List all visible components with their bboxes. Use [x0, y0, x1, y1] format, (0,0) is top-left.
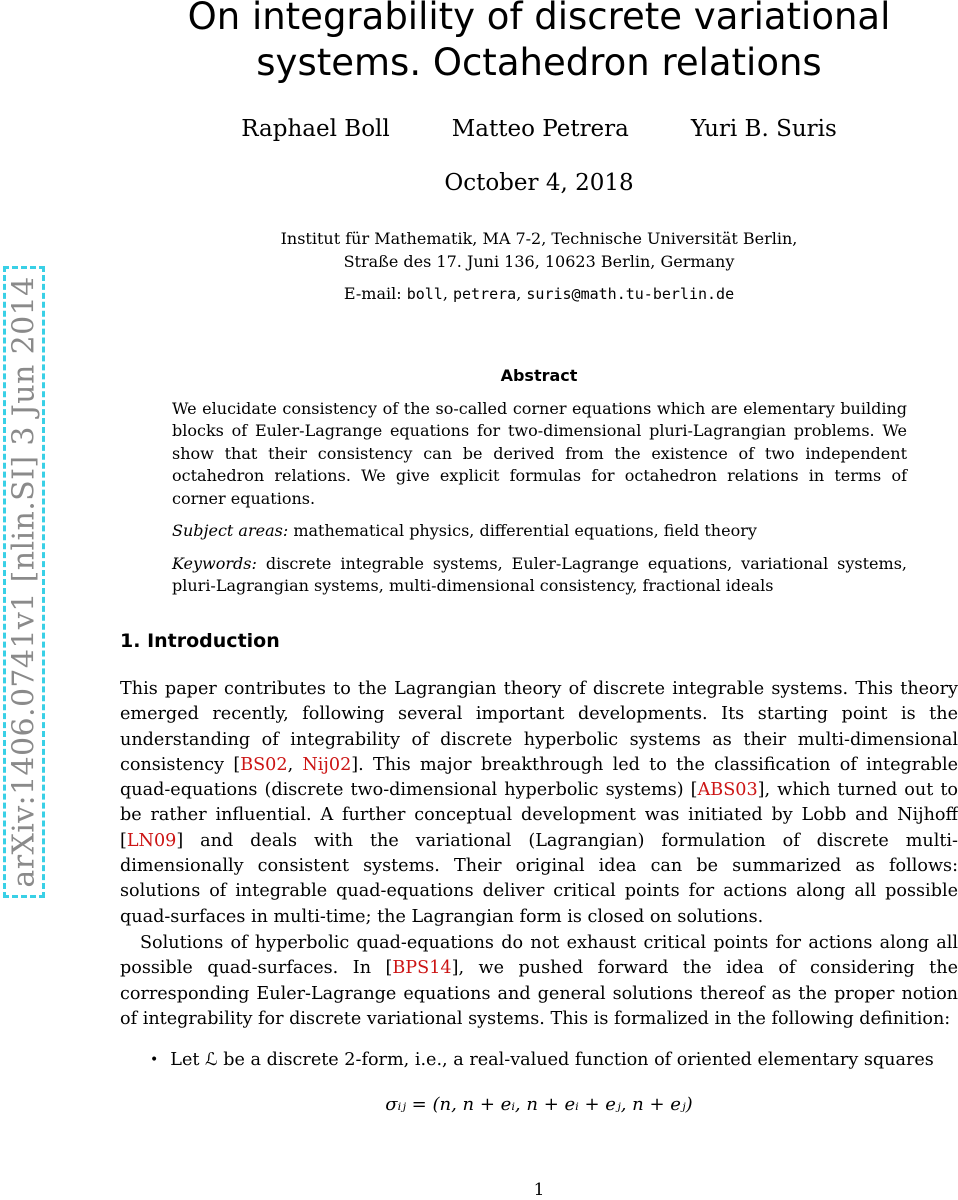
email-address-suris[interactable]: suris@math.tu-berlin.de — [526, 285, 735, 303]
section-heading — [120, 630, 280, 652]
subject-areas — [172, 520, 907, 542]
citation-link[interactable]: LN09 — [126, 830, 177, 851]
citation-link[interactable]: Nij02 — [302, 754, 352, 775]
author: Yuri B. Suris — [690, 116, 837, 142]
text-run: Solutions of hyperbolic quad-equations do not exhaust critical points for actions along all possible quad-surfaces. In [ — [120, 933, 958, 979]
email-separator: , — [516, 284, 527, 303]
citation-link[interactable]: ABS03 — [697, 780, 758, 801]
keywords — [172, 553, 907, 598]
intro-paragraph-2 — [120, 931, 958, 1032]
subject-label: Subject areas: — [172, 521, 289, 540]
subject-text: mathematical physics, differential equations, field theory — [293, 521, 757, 540]
paper-title — [120, 0, 958, 86]
email-address-petrera[interactable]: petrera — [453, 285, 517, 303]
citation-link[interactable]: BS02 — [240, 754, 288, 775]
title-line-2: systems. Octahedron relations — [256, 41, 822, 84]
email-label: E-mail: — [343, 284, 402, 303]
paper-date: October 4, 2018 — [444, 170, 634, 196]
text-run: ] and deals with the variational (Lagrangian) formulation of discrete multi-dimensionally consistent systems. Their original idea can be summarized as follows: solutions of integrable quad-equations deliver critical points for actions along all possible quad-surfaces in multi-time; the Lagrangian form is closed on solutions. — [120, 830, 958, 927]
keywords-label: Keywords: — [172, 554, 257, 573]
arxiv-stamp: arXiv:1406.0741v1 [nlin.SI] 3 Jun 2014 — [6, 276, 42, 888]
author: Matteo Petrera — [451, 116, 629, 142]
intro-paragraph-1 — [120, 677, 958, 930]
math-display: σᵢⱼ = (n, n + eᵢ, n + eᵢ + eⱼ, n + eⱼ) — [385, 1094, 693, 1115]
email-separator: , — [442, 284, 453, 303]
keywords-text: discrete integrable systems, Euler-Lagrange equations, variational systems, pluri-Lagrangian systems, multi-dimensional consistency, fractional ideals — [172, 554, 907, 596]
bullet-icon: • — [150, 1052, 159, 1068]
abstract-heading: Abstract — [500, 366, 578, 385]
page-number: 1 — [533, 1180, 545, 1200]
email-address-boll[interactable]: boll — [406, 285, 443, 303]
author: Raphael Boll — [241, 116, 390, 142]
text-run: ], which turned out to be rather influential. A further conceptual development was initiated by Lobb and Nijhoff [ — [120, 780, 958, 851]
affiliation-line-2: Straße des 17. Juni 136, 10623 Berlin, Germany — [343, 252, 735, 271]
affiliation-line-1: Institut für Mathematik, MA 7-2, Technische Universität Berlin, — [280, 229, 798, 248]
section-title: Introduction — [147, 630, 280, 652]
author-list — [120, 116, 958, 142]
text-run: This paper contributes to the Lagrangian theory of discrete integrable systems. This theory emerged recently, following several important developments. Its starting point is the understanding of integrability of discrete hyperbolic systems as their multi-dimensional consistency [ — [120, 679, 958, 775]
section-number: 1. — [120, 630, 141, 652]
citation-link[interactable]: BPS14 — [392, 958, 452, 979]
text-run: , — [287, 754, 303, 775]
definition-bullet — [150, 1048, 958, 1073]
abstract-text: We elucidate consistency of the so-called corner equations which are elementary building blocks of Euler-Lagrange equations for two-dimensional pluri-Lagrangian problems. We show that their consistency can be derived from the existence of two independent octahedron relations. We give explicit formulas for octahedron relations in terms of corner equations. — [172, 399, 907, 508]
text-run: ]. This major breakthrough led to the classification of integrable quad-equations (discrete two-dimensional hyperbolic systems) [ — [120, 754, 958, 801]
title-line-1: On integrability of discrete variational — [187, 0, 891, 38]
text-run: ], we pushed forward the idea of considering the corresponding Euler-Lagrange equations and general solutions thereof as the proper notion of integrability for discrete variational systems. This is formalized in the following definition: — [120, 958, 958, 1029]
bullet-text: Let ℒ be a discrete 2-form, i.e., a real-valued function of oriented elementary squares — [170, 1050, 934, 1070]
email-line — [120, 284, 958, 303]
affiliation — [120, 227, 958, 273]
